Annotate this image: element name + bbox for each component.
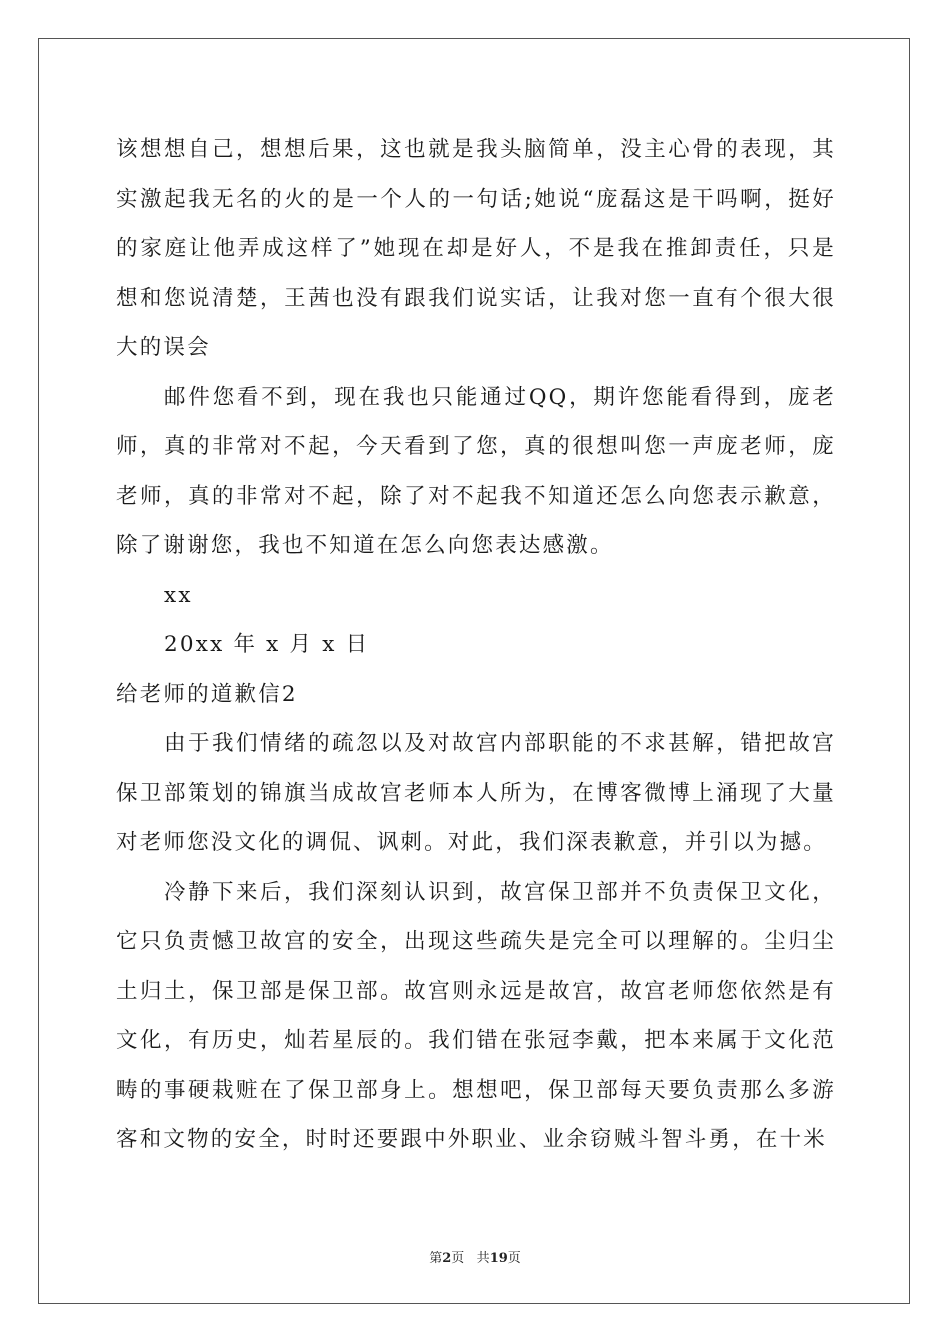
footer-page-total: 19	[489, 1251, 508, 1266]
footer-page-suffix: 页	[451, 1251, 465, 1266]
page-footer	[0, 1247, 950, 1266]
signature-name: xx	[164, 582, 193, 608]
paragraph-letter2-body: 冷静下来后，我们深刻认识到，故宫保卫部并不负责保卫文化，它只负责憾卫故宫的安全，出现这些疏失是完全可以理解的。尘归尘土归土，保卫部是保卫部。故宫则永远是故宫，故宫老师您依然是有文化，有历史，灿若星辰的。我们错在张冠李戴，把本来属于文化范畴的事硬栽赃在了保卫部身上。想想吧，保卫部每天要负责那么多游客和文物的安全，时时还要跟中外职业、业余窃贼斗智斗勇，在十米	[116, 879, 836, 1152]
signature-date: 20xx 年 x 月 x 日	[164, 632, 370, 657]
footer-total-prefix: 共	[476, 1251, 490, 1266]
footer-total-suffix: 页	[507, 1251, 521, 1266]
document-body	[116, 125, 836, 1165]
paragraph-letter2-intro: 由于我们情绪的疏忽以及对故宫内部职能的不求甚解，错把故宫保卫部策划的锦旗当成故宫老师本人所为，在博客微博上涌现了大量对老师您没文化的调侃、讽刺。对此，我们深表歉意，并引以为撼。	[116, 731, 836, 855]
footer-page-prefix: 第	[429, 1251, 443, 1266]
paragraph-apology-email: 邮件您看不到，现在我也只能通过QQ，期许您能看得到，庞老师，真的非常对不起，今天看到了您，真的很想叫您一声庞老师，庞老师，真的非常对不起，除了对不起我不知道还怎么向您表示歉意，除了谢谢您，我也不知道在怎么向您表达感激。	[116, 384, 836, 558]
paragraph-continuation: 该想想自己，想想后果，这也就是我头脑简单，没主心骨的表现，其实激起我无名的火的是一个人的一句话;她说“庞磊这是干吗啊，挺好的家庭让他弄成这样了”她现在却是好人，不是我在推卸责任，只是想和您说清楚，王茜也没有跟我们说实话，让我对您一直有个很大很大的误会	[116, 137, 836, 360]
footer-page-current: 2	[442, 1251, 452, 1266]
section-heading: 给老师的道歉信2	[116, 681, 298, 707]
